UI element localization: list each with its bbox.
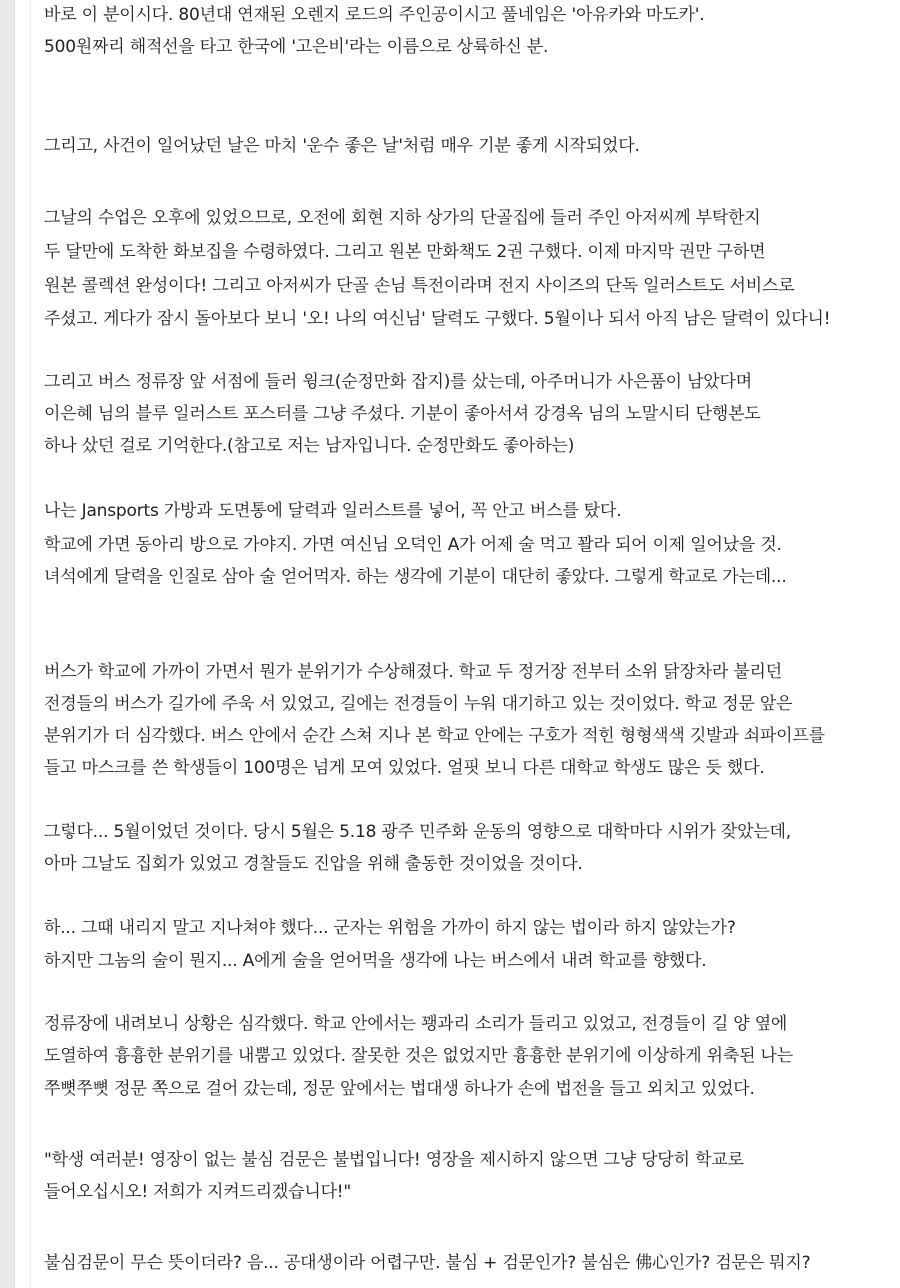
text-line: 500원짜리 해적선을 타고 한국에 '고은비'라는 이름으로 상륙하신 분. [44, 37, 549, 57]
text-line: 바로 이 분이시다. 80년대 연재된 오렌지 로드의 주인공이시고 풀네임은 '아유카와 마도카'. [44, 5, 705, 25]
text-line: 불심검문이 무슨 뜻이더라? 음... 공대생이라 어렵구만. 불심 + 검문인가? 불심은 佛心인가? 검문은 뭐지? [44, 1253, 811, 1273]
text-line: 두 달만에 도착한 화보집을 수령하였다. 그리고 원본 만화책도 2권 구했다. 이제 마지막 권만 구하면 [44, 242, 766, 262]
content-border [30, 0, 31, 1288]
text-line: 나는 Jansports 가방과 도면통에 달력과 일러스트를 넣어, 꼭 안고 버스를 탔다. [44, 501, 622, 521]
text-line: 정류장에 내려보니 상황은 심각했다. 학교 안에서는 꽹과리 소리가 들리고 있었고, 전경들이 길 양 옆에 [44, 1014, 788, 1034]
text-line: 주셨고. 게다가 잠시 돌아보다 보니 '오! 나의 여신님' 달력도 구했다. 5월이나 되서 아직 남은 달력이 있다니! [44, 309, 831, 329]
text-line: 하... 그때 내리지 말고 지나쳐야 했다... 군자는 위험을 가까이 하지 않는 법이라 하지 않았는가? [44, 918, 736, 938]
text-line: 이은혜 님의 블루 일러스트 포스터를 그냥 주셨다. 기분이 좋아서셔 강경옥 님의 노말시티 단행본도 [44, 404, 761, 424]
text-line: 녀석에게 달력을 인질로 삼아 술 얻어먹자. 하는 생각에 기분이 대단히 좋았다. 그렇게 학교로 가는데... [44, 567, 787, 587]
text-line: 하나 샀던 걸로 기억한다.(참고로 저는 남자입니다. 순정만화도 좋아하는) [44, 436, 575, 456]
text-line: 전경들의 버스가 길가에 주욱 서 있었고, 길에는 전경들이 누워 대기하고 있는 것이었다. 학교 정문 앞은 [44, 694, 793, 714]
text-line: 쭈뼛쭈뼛 정문 쪽으로 걸어 갔는데, 정문 앞에서는 법대생 하나가 손에 법전을 들고 외치고 있었다. [44, 1079, 755, 1099]
text-line: 그리고 버스 정류장 앞 서점에 들러 윙크(순정만화 잡지)를 샀는데, 아주머니가 사은품이 남았다며 [44, 372, 752, 392]
text-line: 원본 콜렉션 완성이다! 그리고 아저씨가 단골 손님 특전이라며 전지 사이즈의 단독 일러스트도 서비스로 [44, 276, 795, 296]
text-line: 그렇다... 5월이었던 것이다. 당시 5월은 5.18 광주 민주화 운동의 영향으로 대학마다 시위가 잦았는데, [44, 822, 791, 842]
left-rail [0, 0, 15, 1288]
text-line: 하지만 그놈의 술이 뭔지... A에게 술을 얻어먹을 생각에 나는 버스에서 내려 학교를 향했다. [44, 951, 707, 971]
text-line: 그리고, 사건이 일어났던 날은 마치 '운수 좋은 날'처럼 매우 기분 좋게 시작되었다. [44, 136, 640, 156]
text-line: 버스가 학교에 가까이 가면서 뭔가 분위기가 수상해졌다. 학교 두 정거장 전부터 소위 닭장차라 불리던 [44, 662, 782, 682]
text-line: 들고 마스크를 쓴 학생들이 100명은 넘게 모여 있었다. 얼핏 보니 다른 대학교 학생도 많은 듯 했다. [44, 758, 765, 778]
quote-line: "학생 여러분! 영장이 없는 불심 검문은 불법입니다! 영장을 제시하지 않으면 그냥 당당히 학교로 [44, 1150, 744, 1170]
text-line: 분위기가 더 심각했다. 버스 안에서 순간 스쳐 지나 본 학교 안에는 구호가 적힌 형형색색 깃발과 쇠파이프를 [44, 726, 825, 746]
quote-line: 들어오십시오! 저희가 지켜드리겠습니다!" [44, 1182, 352, 1202]
text-line: 그날의 수업은 오후에 있었으므로, 오전에 회현 지하 상가의 단골집에 들러 주인 아저씨께 부탁한지 [44, 208, 761, 228]
text-line: 학교에 가면 동아리 방으로 가야지. 가면 여신님 오덕인 A가 어제 술 먹고 꽐라 되어 이제 일어났을 것. [44, 535, 782, 555]
text-line: 아마 그날도 집회가 있었고 경찰들도 진압을 위해 출동한 것이었을 것이다. [44, 854, 583, 874]
text-line: 도열하여 흉흉한 분위기를 내뿜고 있었다. 잘못한 것은 없었지만 흉흉한 분위기에 이상하게 위축된 나는 [44, 1046, 793, 1066]
